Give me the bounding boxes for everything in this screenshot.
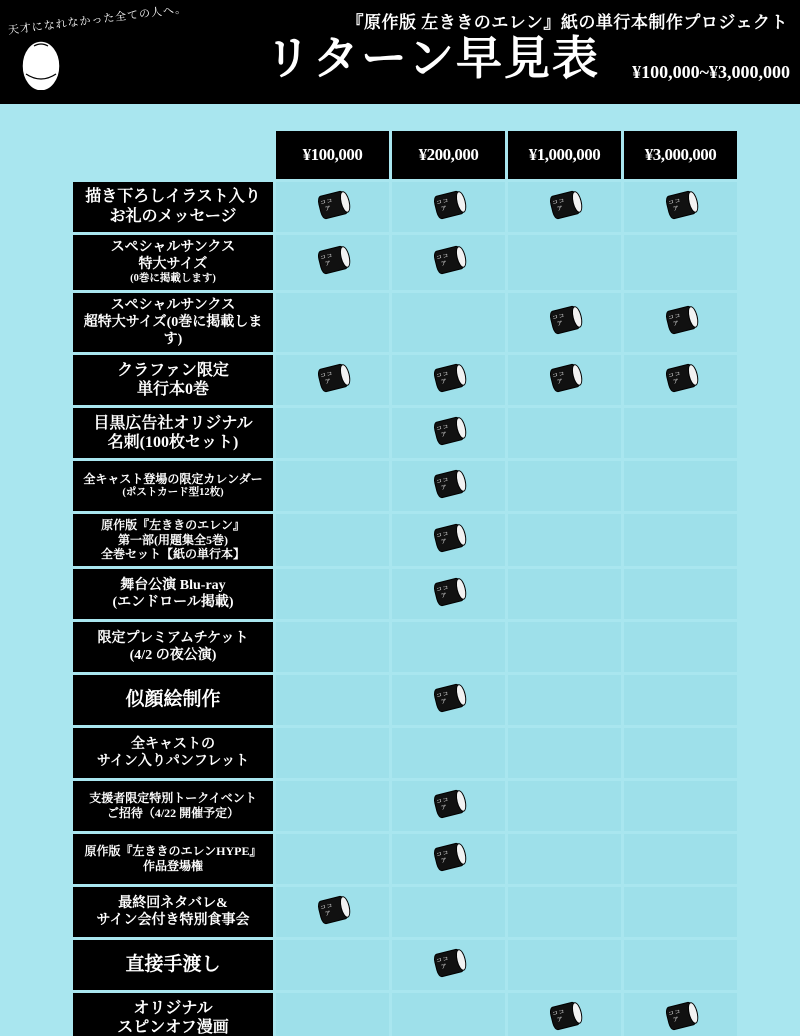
thumb-illustration-icon — [14, 40, 68, 98]
tier-header-1: ¥100,000 — [276, 131, 389, 179]
reward-empty-cell — [276, 408, 389, 458]
reward-label-cell — [73, 781, 273, 831]
table-row — [73, 887, 737, 937]
reward-label-line: 全巻セット【紙の単行本】 — [100, 547, 245, 562]
table-corner-cell — [73, 131, 273, 179]
reward-mark-cell — [392, 675, 505, 725]
reward-label-line: 全キャストの — [131, 736, 215, 752]
reward-empty-cell — [276, 569, 389, 619]
reward-empty-cell — [276, 993, 389, 1036]
can-icon: ココ ア — [429, 415, 468, 447]
page-title: リターン早見表 — [264, 33, 600, 84]
can-icon: ココ ア — [661, 362, 700, 394]
reward-empty-cell — [276, 293, 389, 352]
reward-mark-cell — [508, 993, 621, 1036]
reward-label-line: 直接手渡し — [125, 954, 221, 976]
reward-empty-cell — [392, 887, 505, 937]
can-icon: ココ ア — [313, 894, 352, 926]
can-icon: ココ ア — [545, 189, 584, 221]
reward-empty-cell — [624, 675, 737, 725]
can-icon: ココ ア — [545, 362, 584, 394]
reward-empty-cell — [276, 622, 389, 672]
reward-label-line: 支援者限定特別トークイベント — [89, 791, 257, 806]
reward-mark-cell — [392, 235, 505, 290]
table-header-row — [73, 131, 737, 179]
reward-empty-cell — [508, 728, 621, 778]
reward-empty-cell — [392, 728, 505, 778]
reward-empty-cell — [624, 569, 737, 619]
return-table — [70, 128, 740, 1036]
reward-label-line: 名刺(100枚セット) — [107, 434, 239, 452]
reward-empty-cell — [624, 408, 737, 458]
reward-empty-cell — [392, 622, 505, 672]
can-icon: ココ ア — [429, 947, 468, 979]
reward-label-line: (ポストカード型12枚) — [122, 487, 224, 499]
reward-empty-cell — [624, 461, 737, 511]
reward-mark-cell — [276, 355, 389, 405]
can-icon: ココ ア — [429, 788, 468, 820]
reward-label-cell — [73, 235, 273, 290]
table-row — [73, 182, 737, 232]
reward-empty-cell — [276, 675, 389, 725]
reward-label-line: (エンドロール掲載) — [112, 595, 234, 611]
reward-mark-cell — [508, 182, 621, 232]
table-row — [73, 569, 737, 619]
reward-label-cell — [73, 675, 273, 725]
reward-empty-cell — [276, 781, 389, 831]
reward-label-line: ご招待（4/22 開催予定） — [106, 806, 240, 821]
reward-empty-cell — [508, 940, 621, 990]
header-price-range: ¥100,000~¥3,000,000 — [632, 62, 790, 82]
can-icon: ココ ア — [545, 1000, 584, 1032]
page-header — [0, 0, 800, 104]
can-icon: ココ ア — [429, 682, 468, 714]
reward-label-cell — [73, 622, 273, 672]
reward-label-cell — [73, 887, 273, 937]
reward-label-line: 原作版『左ききのエレンHYPE』 — [84, 844, 262, 859]
reward-mark-cell — [392, 408, 505, 458]
reward-label-line: スピンオフ漫画 — [117, 1019, 229, 1036]
reward-empty-cell — [276, 461, 389, 511]
can-icon: ココ ア — [429, 189, 468, 221]
table-row — [73, 940, 737, 990]
reward-mark-cell — [392, 940, 505, 990]
reward-label-line: サイン入りパンフレット — [96, 754, 250, 770]
reward-label-cell — [73, 993, 273, 1036]
reward-label-line: 最終回ネタバレ& — [118, 895, 228, 911]
reward-mark-cell — [624, 182, 737, 232]
reward-mark-cell — [392, 461, 505, 511]
reward-label-cell — [73, 408, 273, 458]
reward-mark-cell — [276, 887, 389, 937]
can-icon: ココ ア — [429, 522, 468, 554]
can-icon: ココ ア — [429, 362, 468, 394]
reward-mark-cell — [276, 182, 389, 232]
table-row — [73, 355, 737, 405]
reward-label-line: 目黒広告社オリジナル — [93, 414, 253, 432]
reward-empty-cell — [392, 293, 505, 352]
reward-label-line: 超特大サイズ(0巻に掲載します) — [83, 315, 263, 348]
reward-empty-cell — [508, 408, 621, 458]
tier-header-4: ¥3,000,000 — [624, 131, 737, 179]
can-icon: ココ ア — [313, 244, 352, 276]
reward-mark-cell — [392, 182, 505, 232]
reward-label-line: 限定プレミアムチケット — [97, 630, 249, 646]
reward-label-cell — [73, 569, 273, 619]
tier-header-2: ¥200,000 — [392, 131, 505, 179]
reward-mark-cell — [624, 355, 737, 405]
reward-empty-cell — [508, 887, 621, 937]
reward-label-cell — [73, 182, 273, 232]
reward-empty-cell — [276, 728, 389, 778]
table-head — [73, 131, 737, 179]
reward-label-cell — [73, 293, 273, 352]
reward-mark-cell — [392, 355, 505, 405]
reward-mark-cell — [624, 993, 737, 1036]
can-icon: ココ ア — [661, 304, 700, 336]
table-row — [73, 728, 737, 778]
reward-mark-cell — [392, 514, 505, 566]
reward-label-line: サイン会付き特別食事会 — [96, 913, 250, 929]
can-icon: ココ ア — [429, 244, 468, 276]
reward-empty-cell — [624, 887, 737, 937]
table-row — [73, 461, 737, 511]
reward-empty-cell — [624, 514, 737, 566]
table-row — [73, 675, 737, 725]
reward-label-cell — [73, 834, 273, 884]
tier-header-3: ¥1,000,000 — [508, 131, 621, 179]
reward-empty-cell — [624, 940, 737, 990]
table-row — [73, 408, 737, 458]
reward-empty-cell — [508, 834, 621, 884]
reward-empty-cell — [624, 781, 737, 831]
can-icon: ココ ア — [545, 304, 584, 336]
reward-label-line: 第一部(用題集全5巻) — [118, 532, 228, 547]
reward-empty-cell — [508, 569, 621, 619]
reward-label-line: 舞台公演 Blu-ray — [120, 577, 226, 593]
reward-empty-cell — [276, 514, 389, 566]
reward-mark-cell — [392, 781, 505, 831]
reward-empty-cell — [624, 622, 737, 672]
can-icon: ココ ア — [313, 189, 352, 221]
reward-label-line: クラファン限定 — [117, 361, 229, 379]
table-row — [73, 514, 737, 566]
reward-label-line: 似顔絵制作 — [125, 689, 221, 711]
reward-label-line: オリジナル — [133, 999, 213, 1017]
reward-empty-cell — [508, 781, 621, 831]
reward-label-cell — [73, 461, 273, 511]
header-subtitle: 『原作版 左ききのエレン』紙の単行本制作プロジェクト — [346, 13, 788, 32]
reward-label-line: (4/2 の夜公演) — [129, 648, 217, 664]
table-row — [73, 834, 737, 884]
reward-label-line: スペシャルサンクス — [110, 297, 236, 313]
reward-mark-cell — [624, 293, 737, 352]
reward-empty-cell — [276, 940, 389, 990]
reward-label-cell — [73, 514, 273, 566]
reward-empty-cell — [276, 834, 389, 884]
reward-label-line: 単行本0巻 — [136, 381, 209, 399]
reward-empty-cell — [624, 728, 737, 778]
can-icon: ココ ア — [429, 841, 468, 873]
reward-label-cell — [73, 355, 273, 405]
table-row — [73, 293, 737, 352]
reward-empty-cell — [392, 993, 505, 1036]
return-table-wrapper — [70, 128, 794, 1036]
can-icon: ココ ア — [661, 1000, 700, 1032]
reward-label-line: 描き下ろしイラスト入り — [85, 188, 261, 206]
reward-empty-cell — [624, 235, 737, 290]
reward-mark-cell — [508, 355, 621, 405]
table-row — [73, 235, 737, 290]
reward-mark-cell — [392, 569, 505, 619]
table-body — [73, 182, 737, 1036]
reward-label-cell — [73, 940, 273, 990]
reward-label-line: スペシャルサンクス — [110, 240, 236, 255]
reward-label-line: 全キャスト登場の限定カレンダー — [83, 472, 263, 487]
reward-mark-cell — [276, 235, 389, 290]
reward-mark-cell — [392, 834, 505, 884]
table-row — [73, 781, 737, 831]
header-tagline: 天才になれなかった全ての人へ。 — [7, 3, 188, 37]
reward-mark-cell — [508, 293, 621, 352]
reward-empty-cell — [508, 514, 621, 566]
reward-empty-cell — [508, 675, 621, 725]
table-row — [73, 622, 737, 672]
reward-label-line: お礼のメッセージ — [109, 208, 237, 225]
can-icon: ココ ア — [313, 362, 352, 394]
table-row — [73, 993, 737, 1036]
can-icon: ココ ア — [661, 189, 700, 221]
reward-empty-cell — [508, 461, 621, 511]
reward-label-line: 原作版『左ききのエレン』 — [101, 518, 245, 533]
reward-label-line: 作品登場権 — [142, 859, 203, 874]
reward-label-cell — [73, 728, 273, 778]
can-icon: ココ ア — [429, 468, 468, 500]
can-icon: ココ ア — [429, 576, 468, 608]
reward-label-line: (0巻に掲載します) — [130, 273, 216, 285]
reward-label-line: 特大サイズ — [138, 257, 208, 273]
reward-empty-cell — [508, 622, 621, 672]
reward-empty-cell — [508, 235, 621, 290]
reward-empty-cell — [624, 834, 737, 884]
